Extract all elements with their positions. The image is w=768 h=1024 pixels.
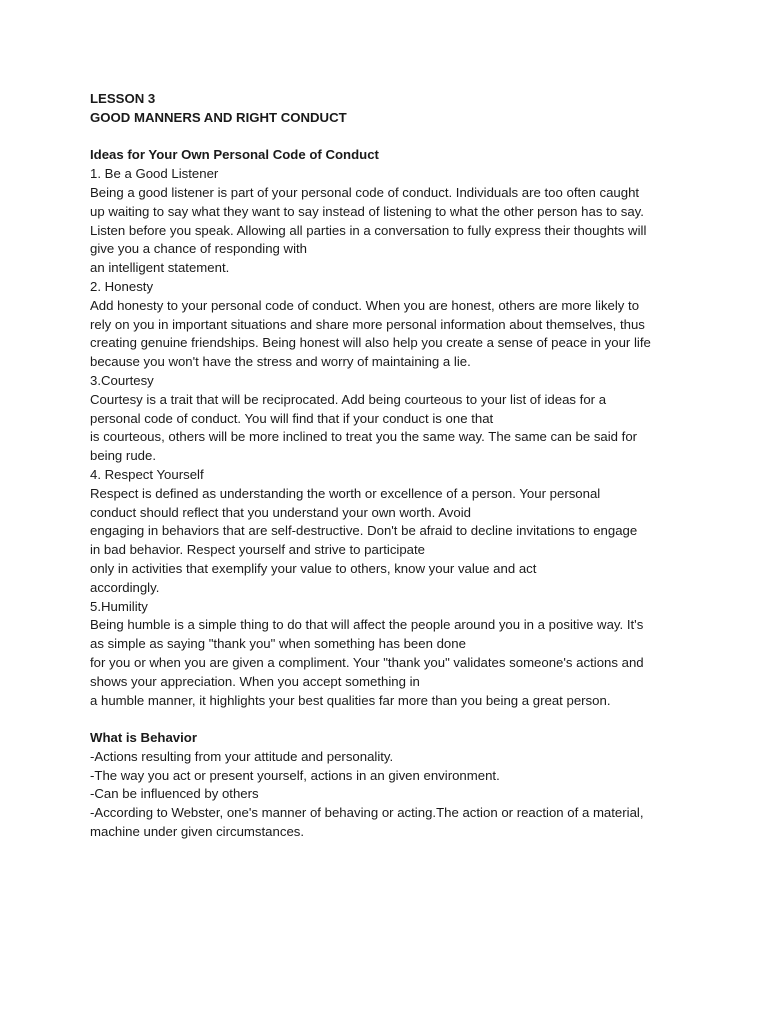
item-good-listener: [90, 165, 690, 278]
item-respect-yourself: [90, 466, 690, 598]
item-title: 5.Humility: [90, 598, 148, 614]
behavior-list: [90, 748, 690, 842]
paragraph-line: creating genuine friendships. Being honest will also help you create a sense of peace in your life: [90, 335, 651, 351]
paragraph-line: as simple as saying "thank you" when something has been done: [90, 636, 466, 652]
section-heading-code-of-conduct: Ideas for Your Own Personal Code of Conduct: [90, 147, 379, 163]
paragraph-line: being rude.: [90, 448, 156, 464]
paragraph-line: engaging in behaviors that are self-destructive. Don't be afraid to decline invitations to engage: [90, 523, 638, 539]
list-item: -Can be influenced by others: [90, 786, 259, 802]
paragraph-line: give you a chance of responding with: [90, 241, 308, 257]
lesson-title: GOOD MANNERS AND RIGHT CONDUCT: [90, 109, 347, 125]
paragraph-line: a humble manner, it highlights your best qualities far more than you being a great person.: [90, 692, 611, 708]
lesson-number: LESSON 3: [90, 91, 156, 106]
paragraph-line: conduct should reflect that you understand your own worth. Avoid: [90, 504, 471, 520]
paragraph-line: shows your appreciation. When you accept something in: [90, 673, 420, 689]
paragraph-line: personal code of conduct. You will find that if your conduct is one that: [90, 410, 494, 426]
paragraph-line: an intelligent statement.: [90, 260, 230, 276]
item-title: 2. Honesty: [90, 278, 154, 294]
list-item: -According to Webster, one's manner of behaving or acting.The action or reaction of a material,: [90, 805, 644, 821]
paragraph-line: is courteous, others will be more inclined to treat you the same way. The same can be said for: [90, 429, 638, 445]
section-heading-behavior: What is Behavior: [90, 730, 197, 746]
item-title: 1. Be a Good Listener: [90, 166, 219, 182]
spacer: [90, 710, 690, 729]
paragraph-line: Respect is defined as understanding the worth or excellence of a person. Your personal: [90, 485, 601, 501]
paragraph-line: Add honesty to your personal code of conduct. When you are honest, others are more likely to: [90, 297, 640, 313]
item-title: 3.Courtesy: [90, 372, 154, 388]
paragraph-line: because you won't have the stress and worry of maintaining a lie.: [90, 354, 471, 370]
paragraph-line: up waiting to say what they want to say instead of listening to what the other person has to say.: [90, 203, 644, 219]
document-page: [90, 90, 690, 842]
item-courtesy: [90, 372, 690, 466]
paragraph-line: Listen before you speak. Allowing all parties in a conversation to fully express their thoughts will: [90, 222, 647, 238]
paragraph-line: Being humble is a simple thing to do that will affect the people around you in a positive way. It's: [90, 617, 644, 633]
list-item: -The way you act or present yourself, actions in an given environment.: [90, 767, 500, 783]
paragraph-line: Courtesy is a trait that will be reciprocated. Add being courteous to your list of ideas for a: [90, 391, 607, 407]
list-item: machine under given circumstances.: [90, 824, 305, 840]
paragraph-line: accordingly.: [90, 579, 160, 595]
paragraph-line: Being a good listener is part of your personal code of conduct. Individuals are too often caught: [90, 184, 640, 200]
item-honesty: [90, 278, 690, 372]
spacer: [90, 128, 690, 147]
item-title: 4. Respect Yourself: [90, 466, 204, 482]
paragraph-line: in bad behavior. Respect yourself and strive to participate: [90, 542, 426, 558]
paragraph-line: rely on you in important situations and share more personal information about themselves, thus: [90, 316, 645, 332]
paragraph-line: only in activities that exemplify your value to others, know your value and act: [90, 560, 537, 576]
list-item: -Actions resulting from your attitude and personality.: [90, 748, 394, 764]
item-humility: [90, 598, 690, 711]
paragraph-line: for you or when you are given a compliment. Your "thank you" validates someone's actions and: [90, 654, 644, 670]
